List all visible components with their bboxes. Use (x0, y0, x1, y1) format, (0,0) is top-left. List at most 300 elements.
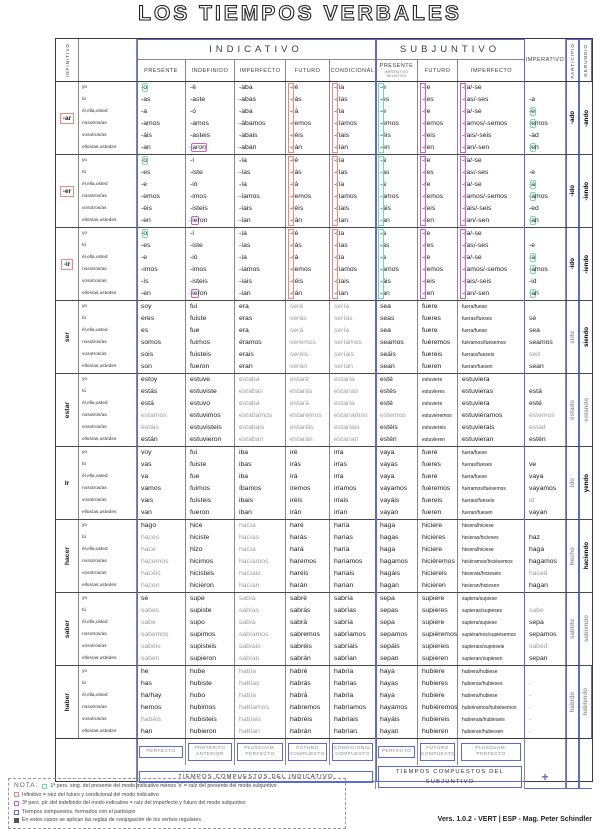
conj-cell: supieron (190, 655, 217, 662)
person-label: vosotros/as (82, 279, 107, 284)
conj-cell: sepan (380, 655, 399, 662)
conj-column-subj_imperfecto (458, 520, 525, 592)
conj-cell: -ran/-sen (462, 290, 490, 297)
tiempos-compuestos-indicativo-bar: TIEMPOS COMPUESTOS DEL INDICATIVO (137, 765, 376, 789)
conj-cell: hayáis (380, 716, 400, 723)
conj-cell: -ra/-se (462, 230, 482, 237)
conj-cell: -amos (380, 193, 399, 200)
conj-cell: -ría (334, 84, 345, 91)
conj-cell: fuisteis (190, 351, 212, 358)
conj-cell: -remos (422, 120, 444, 127)
conj-cell: -rá (290, 181, 299, 188)
conj-cell: vayáis (380, 497, 400, 504)
person-label: vosotros/as (82, 717, 107, 722)
conj-column-subj_presente (376, 374, 418, 446)
conj-cell: iba (239, 473, 249, 480)
conj-cell: estén (380, 436, 397, 443)
participio-value: habido (569, 691, 576, 713)
conj-cell: supieres (422, 607, 448, 614)
conj-cell: -ed (529, 205, 539, 212)
gerundio-cell (579, 666, 592, 738)
conj-column-presente (137, 593, 186, 665)
conj-cell: seríais (334, 351, 355, 358)
conj-cell: -ías (239, 169, 251, 176)
verb-label-cell (56, 228, 79, 300)
conj-cell: sabríais (334, 643, 358, 650)
conj-cell: están (141, 436, 158, 443)
conj-cell: estén (529, 436, 546, 443)
conj-cell: - (529, 692, 532, 699)
conj-cell: habremos (290, 704, 321, 711)
conj-cell: fueras/fueses (462, 462, 493, 468)
conj-cell: fuéramos/fuésemos (462, 340, 506, 346)
gerundio-value: estando (582, 398, 590, 422)
conj-cell: estad (529, 424, 546, 431)
conj-column-imperativo (525, 593, 566, 665)
highlight-box: e (531, 120, 536, 127)
conj-cell: estuvieron (190, 436, 222, 443)
conj-cell: habías (239, 680, 260, 687)
conj-cell: - (529, 680, 532, 687)
conj-cell: -iste (190, 169, 203, 176)
conj-column-futuro (286, 447, 330, 519)
conj-cell: hiciereis (422, 570, 447, 577)
verb-block (56, 374, 592, 447)
conj-cell: -imos (141, 266, 158, 273)
conj-cell: sabíais (239, 643, 261, 650)
person-label: vosotros/as (82, 644, 107, 649)
person-label: vosotros/as (82, 571, 107, 576)
conj-cell: fui (190, 449, 198, 456)
person-label: él,ella,usted (82, 182, 108, 187)
conjugation-table (55, 38, 593, 785)
participio-value: hecho (569, 546, 576, 566)
conj-cell: -a (529, 96, 536, 103)
conj-cell: habíais (239, 716, 261, 723)
nota-item-purple: 3ª pers. plr. del indefinido del modo indicativo = raíz del imperfecto y futuro del modo subjuntivo (14, 799, 340, 808)
conj-cell: serías (334, 315, 353, 322)
persons-header-blank (79, 39, 137, 81)
verb-blocks (56, 82, 592, 739)
conj-cell: hubieran/hubiesen (462, 729, 504, 735)
conj-cell: -ren (422, 217, 435, 224)
participio-cell (566, 374, 579, 446)
conj-cell: hubiera/hubiese (462, 693, 498, 699)
plus-sign: + (525, 765, 566, 789)
conj-cell: hiciera/hiciese (462, 523, 494, 529)
infinitivo-header-label: INFINITIVO (64, 43, 70, 77)
conj-cell: sería (334, 327, 350, 334)
conj-cell: hacíais (239, 570, 261, 577)
conj-cell: estuviere (422, 401, 443, 407)
conj-cell: sabía (239, 595, 256, 602)
conj-column-presente (137, 520, 186, 592)
conj-cell: hará (290, 546, 304, 553)
highlight-box: a (531, 181, 536, 188)
conj-cell: -réis (290, 205, 304, 212)
conj-cell: -id (529, 278, 537, 285)
conj-cell: estuve (190, 376, 211, 383)
conj-cell: hubierais/hubieseis (462, 717, 505, 723)
participio-cell (566, 155, 579, 227)
conj-column-presente (137, 301, 186, 373)
conj-cell: fue (190, 327, 200, 334)
conj-cell: -ré (290, 230, 299, 237)
persons-column (79, 447, 137, 519)
conj-cell: -iste (190, 242, 203, 249)
conj-cell: hubisteis (190, 716, 217, 723)
conj-cell: iban (239, 509, 252, 516)
label-preterito-anterior: PRETÉRITO ANTERIOR (186, 739, 235, 765)
person-label: él,ella,usted (82, 255, 108, 260)
conj-cell: serán (290, 363, 308, 370)
verb-block (56, 228, 592, 301)
conj-cell: ve (529, 461, 537, 468)
conj-cell: -rán (290, 144, 303, 151)
conj-cell: hagamos (380, 558, 408, 565)
conj-cell: estábamos (239, 412, 273, 419)
conj-column-presente (137, 447, 186, 519)
conj-cell: -ríais (334, 278, 350, 285)
conj-cell: hicieren (422, 582, 446, 589)
verb-block (56, 520, 592, 593)
conj-cell: -a (380, 230, 387, 237)
conj-cell: erais (239, 351, 254, 358)
conj-cell: -í (190, 157, 195, 164)
conj-cell: -reis (422, 132, 436, 139)
conj-cell: hacía (239, 522, 256, 529)
conj-cell: estuviere (422, 377, 443, 383)
conj-cell: irás (290, 461, 301, 468)
conj-cell: estéis (380, 424, 398, 431)
conj-cell: -e (141, 254, 148, 261)
conj-cell: -í (190, 230, 195, 237)
conj-cell: supiereis (422, 643, 450, 650)
conj-cell: hizo (190, 546, 203, 553)
col-header-subj-presente (376, 59, 418, 81)
conj-cell: -ra/-se (462, 108, 482, 115)
participio-cell (566, 593, 579, 665)
conj-cell: hace (141, 546, 156, 553)
conj-cell: habrías (334, 680, 357, 687)
verb-label: estar (63, 401, 71, 419)
conj-cell (525, 82, 565, 94)
conj-column-futuro (286, 374, 330, 446)
conj-cell: fueren (422, 363, 442, 370)
conj-cell: sabrías (334, 607, 357, 614)
highlight-box: ie (192, 290, 198, 297)
conj-cell: -rais/-seis (462, 132, 492, 139)
conj-cell: habíamos (239, 704, 269, 711)
conj-cell: -ían (239, 217, 251, 224)
conj-cell: eres (141, 315, 155, 322)
conj-cell: seré (290, 303, 304, 310)
conj-cell: -es (380, 96, 390, 103)
gerundio-value: siendo (582, 327, 590, 347)
person-label: yo (82, 304, 88, 309)
verb-label-cell (56, 666, 79, 738)
person-label: tú (82, 97, 87, 102)
conj-cell: -íais (239, 278, 252, 285)
conj-cell: hicieran/hiciesen (462, 583, 500, 589)
gerundio-value: habiendo (582, 688, 589, 716)
conj-column-futuro (286, 228, 330, 300)
conj-cell: -amos (380, 266, 399, 273)
person-label: nosotros/as (82, 705, 107, 710)
verb-label: -ar (60, 113, 75, 124)
person-label: nosotros/as (82, 121, 107, 126)
conj-cell: -imos (190, 266, 207, 273)
conj-column-imperfecto (235, 666, 286, 738)
person-label: nosotros/as (82, 559, 107, 564)
conj-cell: vayas (380, 461, 398, 468)
green-swatch-icon (42, 784, 47, 789)
conj-cell: sabré (290, 595, 308, 602)
conj-column-subj_presente (376, 666, 418, 738)
person-label: ellos/as,ustedes (82, 510, 117, 515)
conj-cell: seremos (290, 339, 317, 346)
conj-cell: sabían (239, 655, 260, 662)
conj-cell: seáis (380, 351, 396, 358)
conj-cell: -ríamos (334, 266, 358, 273)
conj-cell: -ren (422, 144, 435, 151)
conj-cell: sabría (334, 595, 353, 602)
person-label: ellos/as,ustedes (82, 145, 117, 150)
conj-cell: iríais (334, 497, 349, 504)
conj-cell: -res (422, 96, 434, 103)
conj-column-subj_presente (376, 520, 418, 592)
conj-cell: -rá (290, 254, 299, 261)
conj-cell: -isteis (190, 205, 208, 212)
participio-strip-bottom (566, 765, 579, 789)
conj-column-subj_presente (376, 82, 418, 154)
conj-cell: seamos (380, 339, 404, 346)
conj-cell: -amos (529, 193, 548, 200)
conj-cell: -re (422, 157, 431, 164)
purple-swatch-icon (14, 801, 19, 806)
conj-cell: hayamos (380, 704, 408, 711)
conj-cell: -rías (334, 169, 348, 176)
participio-header (566, 39, 579, 81)
conj-cell: supiere (422, 619, 445, 626)
conj-column-imperfecto (235, 155, 286, 227)
conj-cell: fue (190, 473, 200, 480)
conj-cell: habían (239, 728, 260, 735)
conj-cell: -amos (190, 120, 209, 127)
version-credit: Vers. 1.0.2 - VERT | ESP - Mag. Peter Schindler (437, 816, 592, 823)
verb-block (56, 666, 592, 739)
conj-cell: -res (422, 169, 434, 176)
label-futuro-compuesto-ind: FUTURO COMPUESTO (286, 739, 330, 765)
conj-cell: fuisteis (190, 497, 212, 504)
participio-value: -ado (569, 111, 576, 125)
conj-cell: saben (141, 655, 160, 662)
conj-cell: -ríais (334, 205, 350, 212)
col-header-subj-imperfecto: IMPERFECTO (458, 59, 525, 81)
conj-column-indefinido (186, 447, 235, 519)
conj-cell: irá (290, 473, 298, 480)
conj-cell: estuvieres (422, 389, 445, 395)
conj-cell: iremos (290, 485, 311, 492)
conj-cell: hagas (380, 534, 399, 541)
conj-cell: -abas (239, 96, 257, 103)
conj-cell: han (141, 728, 153, 735)
conj-cell: supiera/supiese (462, 596, 498, 602)
conj-column-futuro (286, 82, 330, 154)
conj-cell: -ré (290, 157, 299, 164)
persons-column (79, 228, 137, 300)
conj-cell: hubieres (422, 680, 449, 687)
conj-cell: vaya (380, 449, 395, 456)
conj-cell: hacen (141, 582, 160, 589)
conj-cell: irías (334, 461, 347, 468)
person-label: ellos/as,ustedes (82, 437, 117, 442)
conj-cell: fuerais/fueseis (462, 352, 495, 358)
conj-cell: sabríamos (334, 631, 366, 638)
conj-cell: está (141, 400, 154, 407)
person-label: yo (82, 523, 88, 528)
person-label: tú (82, 535, 87, 540)
conj-cell: -o (141, 157, 148, 164)
person-label: él,ella,usted (82, 620, 108, 625)
conj-column-futuro (286, 666, 330, 738)
conj-cell: estáis (141, 424, 159, 431)
conj-cell: esté (529, 400, 542, 407)
conj-cell: -rían (334, 290, 348, 297)
conj-column-condicional (330, 82, 376, 154)
conj-cell: sea (380, 327, 391, 334)
verb-block (56, 82, 592, 155)
conj-cell: estuvisteis (190, 424, 222, 431)
label-pluscuamperfecto-ind: PLUSCUAM. PERFECTO (235, 739, 286, 765)
conj-column-imperfecto (235, 228, 286, 300)
conj-cell (525, 155, 565, 167)
conj-cell: -ramos/-semos (462, 120, 508, 127)
conj-cell: -as (380, 242, 390, 249)
conj-cell: hagamos (529, 558, 557, 565)
verb-block (56, 593, 592, 666)
conj-cell: estamos (141, 412, 167, 419)
person-label: tú (82, 170, 87, 175)
conj-cell: -ríais (334, 132, 350, 139)
persons-column (79, 374, 137, 446)
conj-cell: -re (422, 84, 431, 91)
gerundio-cell (579, 374, 592, 446)
highlight-box: o (143, 230, 148, 237)
persons-column (79, 520, 137, 592)
conj-cell: será (290, 327, 304, 334)
conj-column-presente (137, 82, 186, 154)
conj-column-imperfecto (235, 374, 286, 446)
conj-cell: -ría (334, 254, 345, 261)
conj-cell: -rán (290, 290, 303, 297)
nota-item-red: Infinitivo = raíz del futuro y condicional del modo indicativo (14, 791, 340, 800)
conj-cell: -a (380, 157, 387, 164)
participio-cell (566, 520, 579, 592)
conj-cell: fueren (422, 509, 442, 516)
highlight-box: a (531, 290, 536, 297)
page-title: LOS TIEMPOS VERBALES (138, 2, 462, 25)
conj-cell: supiere (422, 595, 445, 602)
conj-cell: -ra/-se (462, 84, 482, 91)
conj-cell: -remos (290, 120, 312, 127)
conj-cell: he (141, 668, 149, 675)
person-label: yo (82, 377, 88, 382)
person-label: tú (82, 462, 87, 467)
conj-cell (525, 447, 565, 459)
conj-column-condicional (330, 228, 376, 300)
conj-cell: -remos (422, 266, 444, 273)
conj-column-subj_futuro (418, 301, 458, 373)
conj-cell: estaríais (334, 424, 360, 431)
conj-cell: fuereis (422, 497, 443, 504)
gerundio-header (579, 39, 592, 81)
conj-cell: -e (141, 181, 148, 188)
conj-cell: hicieres (422, 534, 446, 541)
person-label: ellos/as,ustedes (82, 729, 117, 734)
conj-cell: hacéis (141, 570, 161, 577)
highlight-box: ie (192, 217, 198, 224)
conj-cell: -ábamos (239, 120, 266, 127)
conj-cell: estuvo (190, 400, 211, 407)
conj-cell: estuviereis (422, 425, 446, 431)
conj-cell: -asteis (190, 132, 211, 139)
conj-cell: -rían (334, 217, 348, 224)
conj-cell: -emos (529, 120, 548, 127)
conj-cell: es (141, 327, 149, 334)
conj-cell: -a (529, 181, 536, 188)
conj-cell: habrá (290, 692, 308, 699)
conj-cell: estaré (290, 376, 309, 383)
conj-cell: fuera/fuese (462, 304, 488, 310)
conj-cell: iría (334, 449, 344, 456)
conj-cell: sabrán (290, 655, 311, 662)
participio-value: -ido (569, 258, 576, 270)
gerundio-strip-footer (579, 739, 592, 765)
person-label: nosotros/as (82, 413, 107, 418)
conj-cell: hubiera/hubiese (462, 669, 498, 675)
person-label: vosotros/as (82, 133, 107, 138)
conj-cell: -ías (239, 242, 251, 249)
conj-cell: estaría (334, 376, 355, 383)
conj-column-imperativo (525, 520, 566, 592)
conj-cell: iríamos (334, 485, 357, 492)
conj-cell: estaría (334, 400, 355, 407)
conj-cell: había (239, 692, 257, 699)
person-label: yo (82, 158, 88, 163)
highlight-box: a (531, 193, 536, 200)
conj-cell: -ríamos (334, 193, 358, 200)
conj-cell: sabed (529, 643, 548, 650)
conj-cell: -ía (239, 157, 247, 164)
person-label: vosotros/as (82, 425, 107, 430)
subj-presente-subnote: IMPERATIVO NEGATIVO (384, 70, 409, 78)
conj-cell: -ía (239, 230, 247, 237)
conj-cell: -es (141, 169, 151, 176)
conj-cell: sepa (529, 619, 544, 626)
conj-cell: - (529, 704, 532, 711)
conj-cell: - (529, 728, 532, 735)
conj-column-indefinido (186, 82, 235, 154)
conj-cell: estaba (239, 376, 260, 383)
conj-cell: sean (529, 363, 544, 370)
conj-cell: -ieron (190, 217, 208, 224)
conj-cell: sabíamos (239, 631, 269, 638)
conj-cell: -ramos/-semos (462, 193, 508, 200)
conj-column-indefinido (186, 228, 235, 300)
person-label: vosotros/as (82, 498, 107, 503)
conj-cell: hago (141, 522, 157, 529)
